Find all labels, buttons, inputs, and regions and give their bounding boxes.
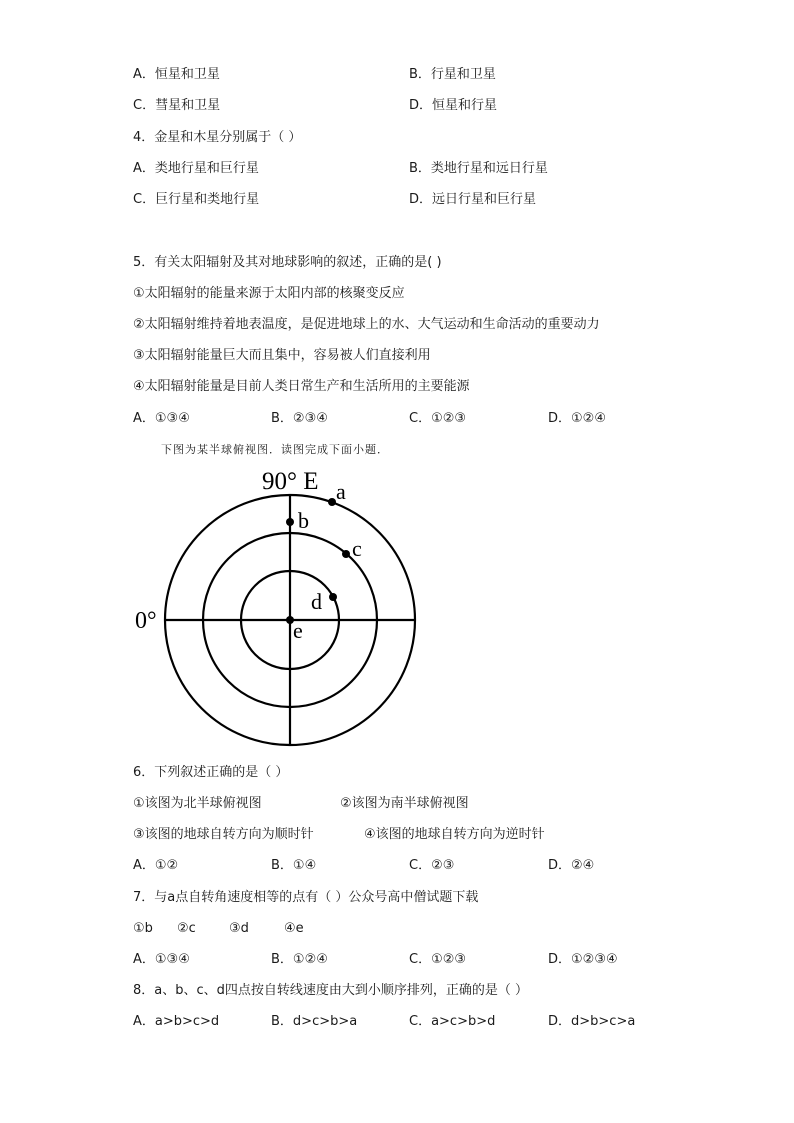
q4-option-c: C．巨行星和类地行星 [133,192,260,207]
label-a: a [336,479,346,504]
q8-option-a: A．a>b>c>d [133,1014,220,1029]
q5-option-b: B．②③④ [271,411,328,426]
label-c: c [352,536,362,561]
q8-stem: 8．a、b、c、d四点按自转线速度由大到小顺序排列，正确的是（ ） [133,983,529,998]
q4-option-d: D．远日行星和巨行星 [409,192,537,207]
q4-option-b: B．类地行星和远日行星 [409,161,548,176]
q7-option-c: C．①②③ [409,952,467,967]
q3-option-d: D．恒星和行星 [409,98,498,113]
label-e: e [293,618,303,643]
label-90e: 90° E [262,468,319,495]
q8-option-c: C．a>c>b>d [409,1014,496,1029]
q5-option-a: A．①③④ [133,411,190,426]
point-d [329,593,337,601]
q5-option-d: D．①②④ [548,411,606,426]
q5-option-c: C．①②③ [409,411,467,426]
q7-statement-1: ①b [133,921,153,936]
q7-statement-3: ③d [229,921,249,936]
figure-caption: 下图为某半球俯视图．读图完成下面小题． [161,443,389,456]
q7-option-a: A．①③④ [133,952,190,967]
q6-stem: 6．下列叙述正确的是（ ） [133,765,289,780]
q6-statement-1: ①该图为北半球俯视图 [133,796,262,811]
q3-option-c: C．彗星和卫星 [133,98,221,113]
point-a [328,498,336,506]
q7-statement-2: ②c [177,921,196,936]
q3-option-b: B．行星和卫星 [409,67,496,82]
point-b [286,518,294,526]
q7-statement-4: ④e [284,921,304,936]
q6-option-c: C．②③ [409,858,455,873]
hemisphere-diagram [125,462,425,752]
q4-stem: 4．金星和木星分别属于（ ） [133,130,302,145]
q5-statement-1: ①太阳辐射的能量来源于太阳内部的核聚变反应 [133,286,405,301]
q3-option-a: A．恒星和卫星 [133,67,220,82]
q7-stem: 7．与a点自转角速度相等的点有（ ）公众号高中僧试题下载 [133,890,479,905]
q5-statement-2: ②太阳辐射维持着地表温度，是促进地球上的水、大气运动和生命活动的重要动力 [133,317,600,332]
label-b: b [298,508,309,533]
label-0: 0° [135,608,157,634]
q8-option-b: B．d>c>b>a [271,1014,358,1029]
q6-option-a: A．①② [133,858,179,873]
label-d: d [311,589,322,614]
q4-option-a: A．类地行星和巨行星 [133,161,259,176]
q6-option-d: D．②④ [548,858,595,873]
q6-statement-2: ②该图为南半球俯视图 [340,796,469,811]
q7-option-b: B．①②④ [271,952,328,967]
q6-option-b: B．①④ [271,858,317,873]
q5-statement-4: ④太阳辐射能量是目前人类日常生产和生活所用的主要能源 [133,379,470,394]
q8-option-d: D．d>b>c>a [548,1014,636,1029]
q5-stem: 5．有关太阳辐射及其对地球影响的叙述，正确的是( ) [133,255,442,270]
q6-statement-3: ③该图的地球自转方向为顺时针 [133,827,314,842]
q6-statement-4: ④该图的地球自转方向为逆时针 [364,827,545,842]
q7-option-d: D．①②③④ [548,952,618,967]
point-c [342,550,350,558]
q5-statement-3: ③太阳辐射能量巨大而且集中，容易被人们直接利用 [133,348,431,363]
